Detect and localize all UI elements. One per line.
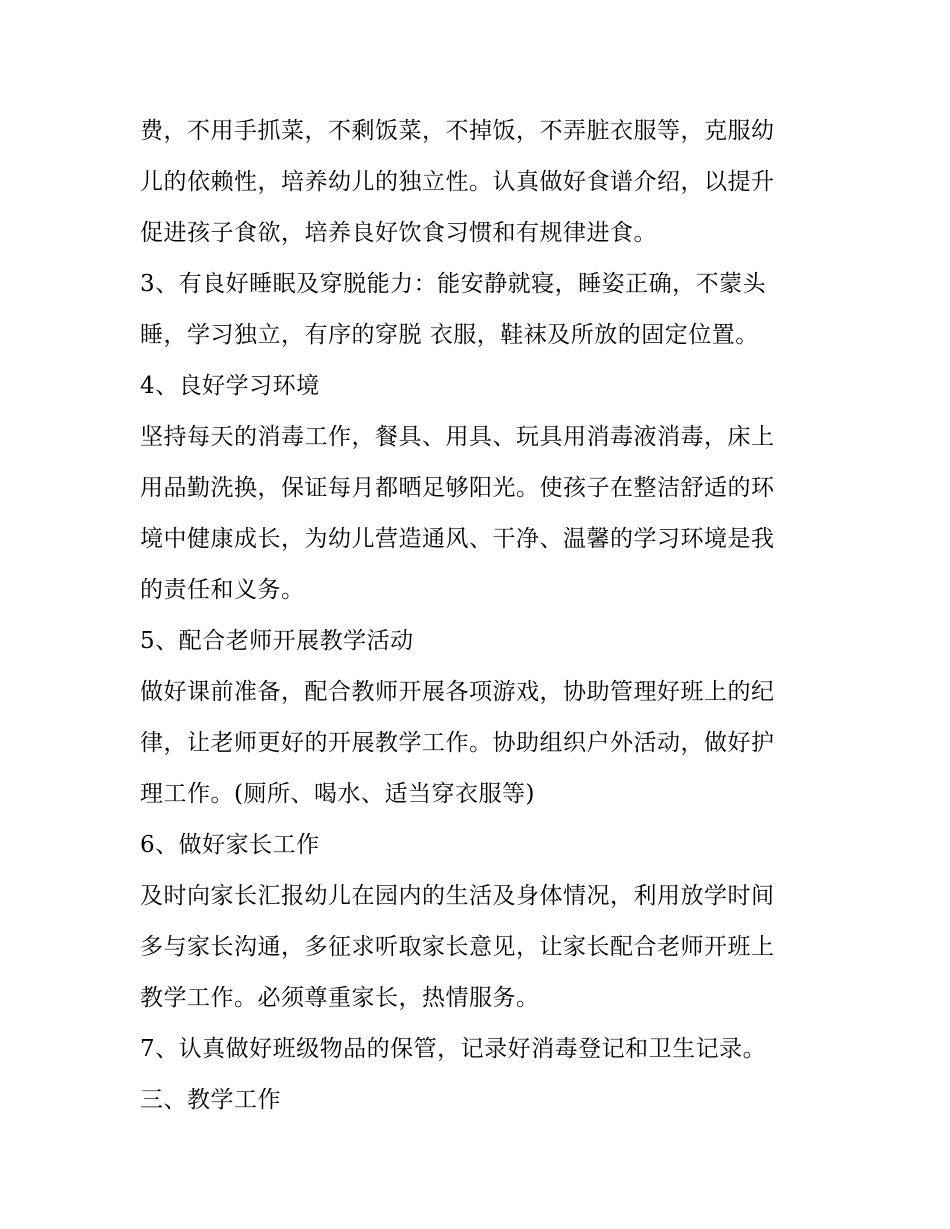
document-page <box>140 106 820 1126</box>
section-heading: 5、配合老师开展教学活动 <box>140 628 414 654</box>
paragraph-line: 的责任和义务。 <box>140 577 305 603</box>
paragraph-line: 及时向家长汇报幼儿在园内的生活及身体情况，利用放学时间 <box>140 883 775 909</box>
section-heading: 三、教学工作 <box>140 1087 281 1113</box>
paragraph-line: 坚持每天的消毒工作，餐具、用具、玩具用消毒液消毒，床上 <box>140 424 775 450</box>
section-heading: 4、良好学习环境 <box>140 373 320 399</box>
list-item-line: 3、有良好睡眠及穿脱能力：能安静就寝，睡姿正确，不蒙头 <box>140 271 767 297</box>
paragraph-line: 促进孩子食欲，培养良好饮食习惯和有规律进食。 <box>140 220 657 246</box>
paragraph-line: 理工作。(厕所、喝水、适当穿衣服等) <box>140 781 535 807</box>
paragraph-line: 用品勤洗换，保证每月都晒足够阳光。使孩子在整洁舒适的环 <box>140 475 775 501</box>
paragraph-line: 多与家长沟通，多征求听取家长意见，让家长配合老师开班上 <box>140 934 775 960</box>
paragraph-line: 做好课前准备，配合教师开展各项游戏，协助管理好班上的纪 <box>140 679 775 705</box>
section-heading: 6、做好家长工作 <box>140 832 320 858</box>
paragraph-line: 教学工作。必须尊重家长，热情服务。 <box>140 985 540 1011</box>
paragraph-line: 儿的依赖性，培养幼儿的独立性。认真做好食谱介绍，以提升 <box>140 169 775 195</box>
paragraph-line: 律，让老师更好的开展教学工作。协助组织户外活动，做好护 <box>140 730 775 756</box>
paragraph-line: 睡，学习独立，有序的穿脱 衣服，鞋袜及所放的固定位置。 <box>140 322 759 348</box>
paragraph-line: 费，不用手抓菜，不剩饭菜，不掉饭，不弄脏衣服等，克服幼 <box>140 118 775 144</box>
paragraph-line: 境中健康成长，为幼儿营造通风、干净、温馨的学习环境是我 <box>140 526 775 552</box>
list-item-line: 7、认真做好班级物品的保管，记录好消毒登记和卫生记录。 <box>140 1036 767 1062</box>
